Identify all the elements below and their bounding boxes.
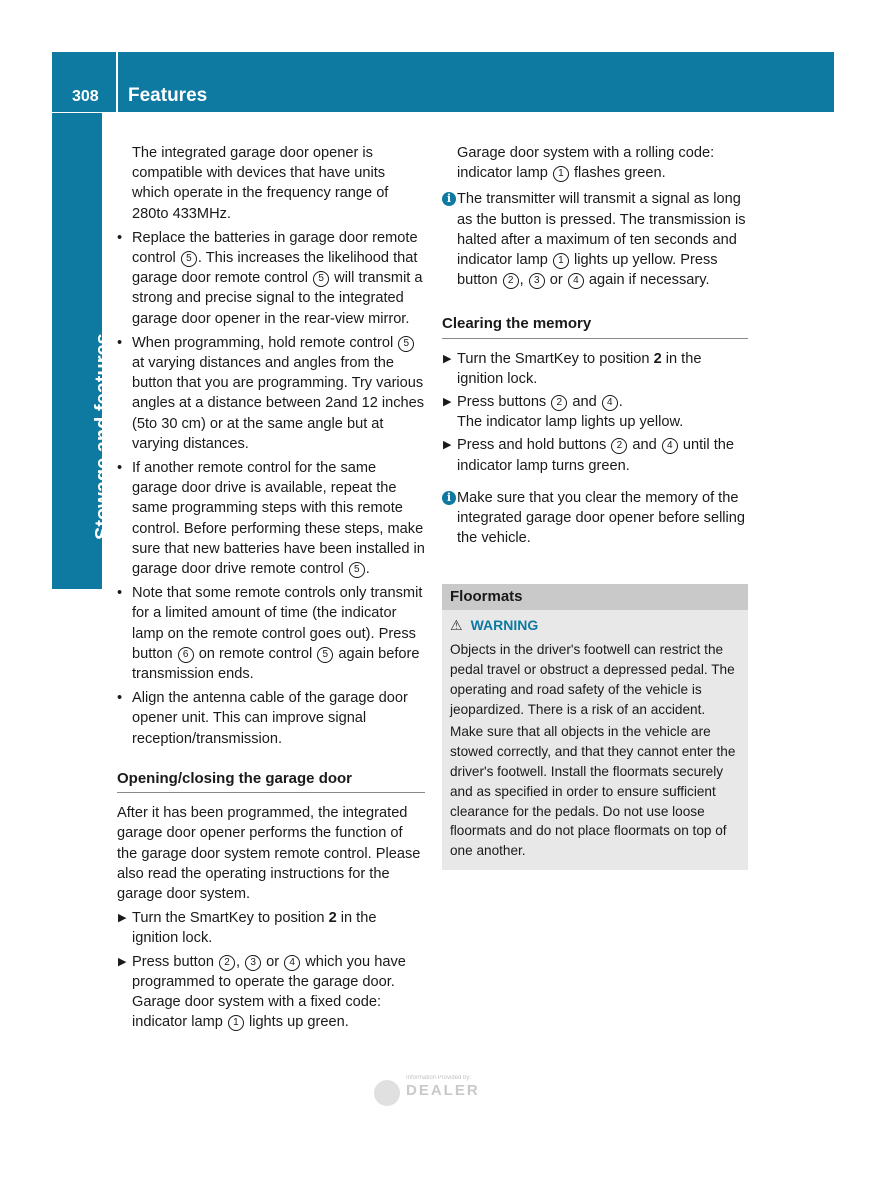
arrow-icon: ▶: [443, 352, 452, 365]
section-intro: After it has been programmed, the integrated garage door opener performs the function of the garage door system remote control. Please also read the operating instructions for the garage door system.: [117, 805, 421, 902]
arrow-icon: ▶: [118, 912, 127, 925]
continued-paragraph: Garage door system with a rolling code: indicator lamp 1 flashes green.: [457, 145, 715, 182]
side-tab-label: Stowage and features: [92, 333, 114, 540]
step-item: ▶ Turn the SmartKey to position 2 in the ignition lock.: [443, 350, 702, 387]
number-circle: 6: [178, 647, 194, 663]
info-note: i The transmitter will transmit a signal as long as the button is pressed. The transmission is halted after a maximum of ten seconds and indicator lamp 1 lights up yellow. Press button 2 , 3 or 4 again if necessary.: [442, 189, 748, 290]
number-circle: 5: [317, 647, 333, 663]
right-column: [442, 143, 748, 870]
info-note: i Make sure that you clear the memory of the integrated garage door opener before selling the vehicle.: [442, 488, 748, 549]
arrow-icon: ▶: [443, 439, 452, 452]
step-item: ▶ Press button 2 , 3 or 4 which you have programmed to operate the garage door. Garage door system with a fixed code: indicator lamp 1 lights up green.: [118, 953, 406, 1031]
section-heading: Clearing the memory: [442, 314, 748, 338]
info-icon: i: [442, 491, 456, 505]
step-item: ▶ Press and hold buttons 2 and 4 until the indicator lamp turns green.: [443, 437, 734, 474]
watermark-tagline: Information Provided by:: [406, 1075, 472, 1081]
bullet-item: • Replace the batteries in garage door remote control 5 . This increases the likelihood that garage door remote control 5 will transmit a strong and precise signal to the integrated garage door opener in the rear-view mirror.: [117, 229, 423, 327]
warning-paragraph: Make sure that all objects in the vehicle are stowed correctly, and that they cannot enter the driver's footwell. Install the floormats securely and as specified in order to ensure sufficient clearance for the pedals. Do not use loose floormats and do not place floormats on top of one another.: [450, 724, 736, 859]
number-circle: 5: [181, 251, 197, 267]
dealer-watermark-logo: [372, 1072, 512, 1112]
number-circle: 5: [349, 562, 365, 578]
section-banner: Floormats: [442, 584, 748, 610]
bullet-item: • When programming, hold remote control 5 at varying distances and angles from the button that you are programming. Try various angles at a distance between 2and 12 inches (5to 30 cm) or at the same angle but at varying distances.: [117, 334, 425, 452]
warning-title: ⚠ WARNING: [450, 616, 740, 636]
arrow-icon: ▶: [443, 396, 452, 409]
bullet-item: • If another remote control for the same garage door drive is available, repeat the same programming steps with this remote control. Before performing these steps, make sure that new batteries have been installed in garage door drive remote control 5 .: [117, 460, 425, 578]
bullet-item: • Align the antenna cable of the garage door opener unit. This can improve signal reception/transmission.: [117, 690, 408, 747]
info-icon: i: [442, 192, 456, 206]
number-circle: 5: [398, 336, 414, 352]
page-title: Features: [118, 52, 834, 112]
warning-paragraph: Objects in the driver's footwell can restrict the pedal travel or obstruct a depressed pedal. The operating and road safety of the vehicle is jeopardized. There is a risk of an accident.: [450, 642, 735, 717]
watermark-brand: DEALER: [406, 1082, 480, 1099]
number-circle: 5: [313, 271, 329, 287]
warning-triangle-icon: ⚠: [450, 617, 463, 634]
page-number: 308: [52, 52, 116, 112]
logo-disc-icon: [374, 1080, 400, 1106]
section-heading: Opening/closing the garage door: [117, 769, 425, 793]
arrow-icon: ▶: [118, 955, 127, 968]
step-item: ▶ Press buttons 2 and 4 . The indicator lamp lights up yellow.: [443, 394, 684, 431]
left-column: [117, 143, 425, 1035]
step-item: ▶ Turn the SmartKey to position 2 in the ignition lock.: [118, 910, 377, 947]
bullet-item: • Note that some remote controls only transmit for a limited amount of time (the indicator lamp on the remote control goes out). Press button 6 on remote control 5 again before transmission ends.: [117, 585, 423, 683]
intro-paragraph: The integrated garage door opener is compatible with devices that have units which operate in the frequency range of 280to 433MHz.: [132, 145, 389, 222]
warning-box: [442, 610, 748, 870]
